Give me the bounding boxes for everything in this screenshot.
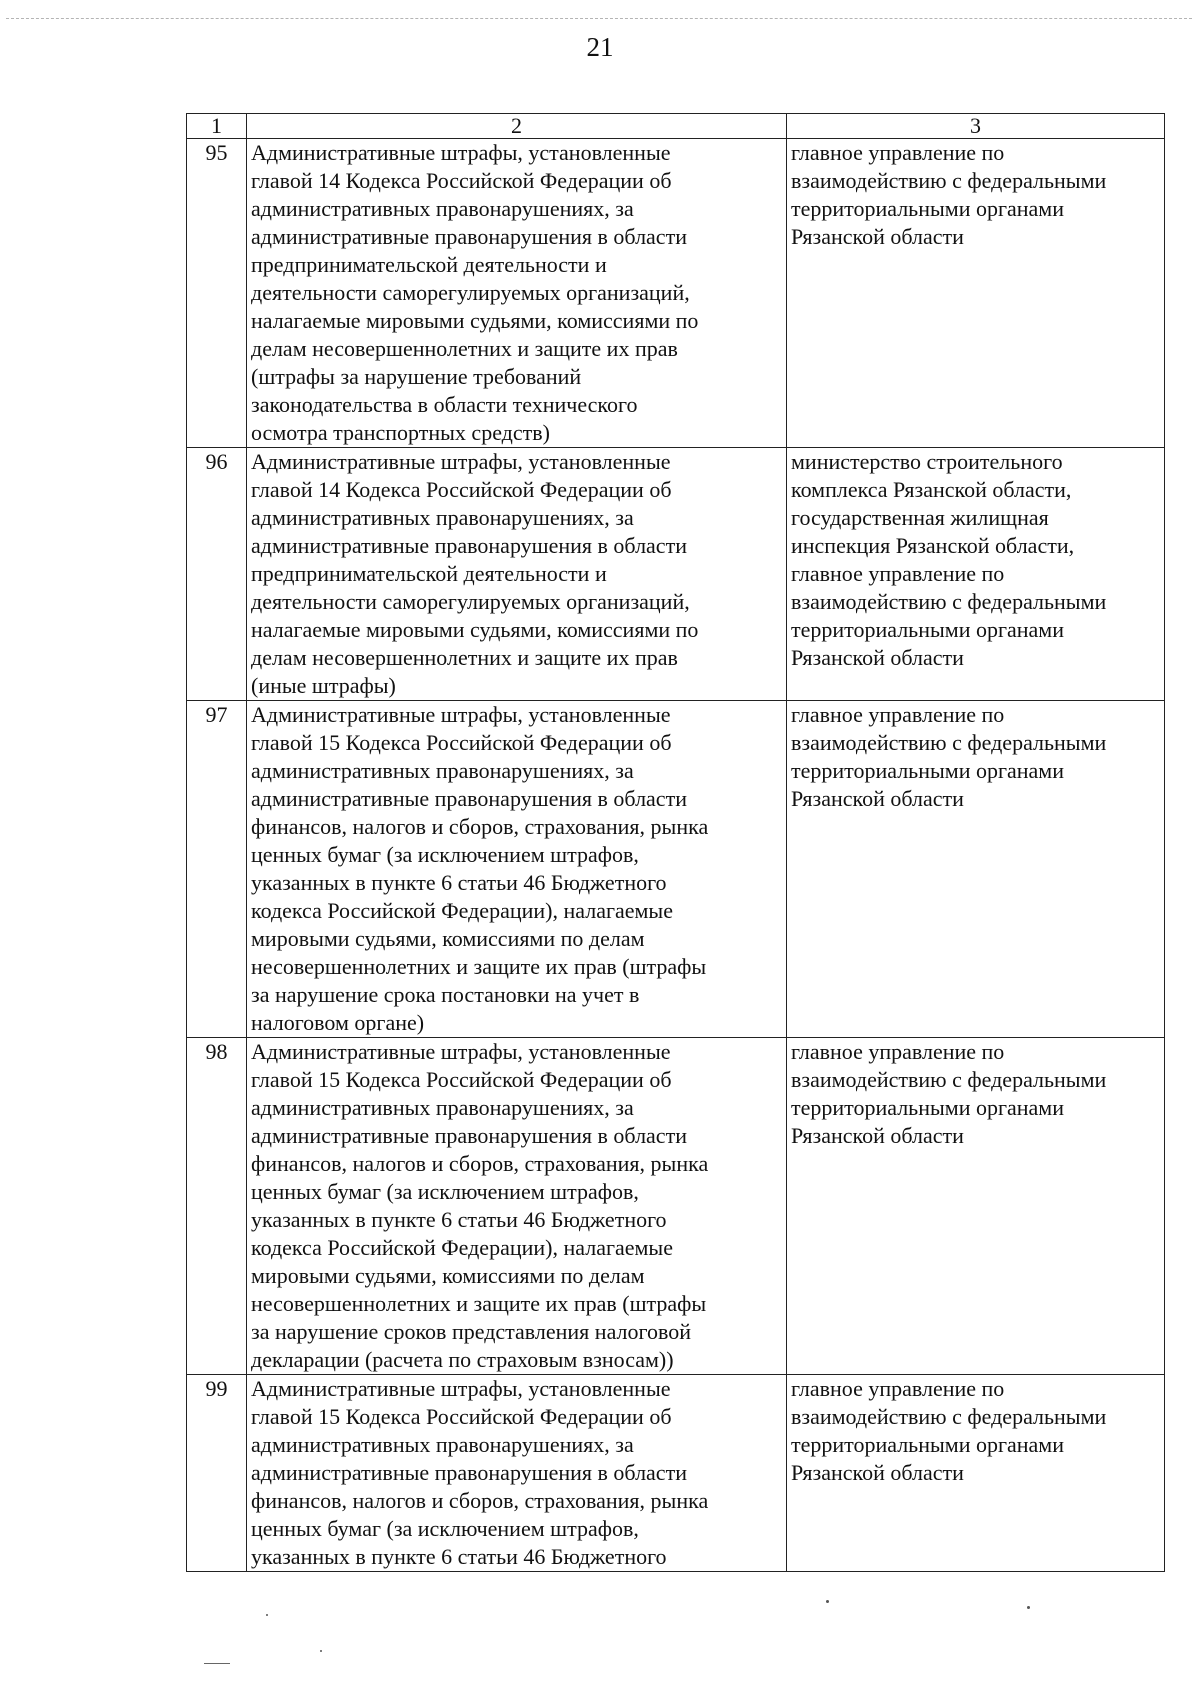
row-number: 99 xyxy=(187,1375,247,1572)
row-description-text: Административные штрафы, установленные главой 14 Кодекса Российской Федерации об административных правонарушениях, за административные правонарушения в области предпринимательской деятельности и деятельности саморегулируемых организаций, налагаемые мировыми судьями, комиссиями по делам несовершеннолетних и защите их прав (штрафы за нарушение требований законодательства в области технического осмотра транспортных средств) xyxy=(251,140,699,445)
row-description xyxy=(247,701,787,1038)
row-authority xyxy=(787,448,1165,701)
row-authority-text: министерство строительного комплекса Рязанской области, государственная жилищная инспекция Рязанской области, главное управление по взаимодействию с федеральными территориальными органами Рязанской области xyxy=(791,449,1107,670)
row-authority-text: главное управление по взаимодействию с федеральными территориальными органами Рязанской области xyxy=(791,702,1107,811)
table-row xyxy=(187,1375,1165,1572)
row-description xyxy=(247,1038,787,1375)
scan-speck xyxy=(320,1650,322,1652)
row-number: 95 xyxy=(187,139,247,448)
table-row xyxy=(187,139,1165,448)
scan-speck xyxy=(1027,1606,1030,1609)
table-row xyxy=(187,701,1165,1038)
row-description-text: Административные штрафы, установленные главой 14 Кодекса Российской Федерации об административных правонарушениях, за административные правонарушения в области предпринимательской деятельности и деятельности саморегулируемых организаций, налагаемые мировыми судьями, комиссиями по делам несовершеннолетних и защите их прав (иные штрафы) xyxy=(251,449,699,698)
row-number: 96 xyxy=(187,448,247,701)
row-description-text: Административные штрафы, установленные главой 15 Кодекса Российской Федерации об административных правонарушениях, за административные правонарушения в области финансов, налогов и сборов, страхования, рынка ценных бумаг (за исключением штрафов, указанных в пункте 6 статьи 46 Бюджетного кодекса Российской Федерации), налагаемые мировыми судьями, комиссиями по делам несовершеннолетних и защите их прав (штрафы за нарушение сроков представления налоговой декларации (расчета по страховым взносам)) xyxy=(251,1039,709,1372)
column-header-description: 2 xyxy=(247,114,787,139)
row-authority xyxy=(787,701,1165,1038)
scan-dash-mark xyxy=(204,1663,230,1664)
column-header-authority: 3 xyxy=(787,114,1165,139)
row-authority-text: главное управление по взаимодействию с федеральными территориальными органами Рязанской области xyxy=(791,140,1107,249)
row-description xyxy=(247,448,787,701)
row-description-text: Административные штрафы, установленные главой 15 Кодекса Российской Федерации об административных правонарушениях, за административные правонарушения в области финансов, налогов и сборов, страхования, рынка ценных бумаг (за исключением штрафов, указанных в пункте 6 статьи 46 Бюджетного кодекса Российской Федерации), налагаемые мировыми судьями, комиссиями по делам несовершеннолетних и защите их прав (штрафы за нарушение срока постановки на учет в налоговом органе) xyxy=(251,702,709,1035)
row-description xyxy=(247,139,787,448)
row-number: 98 xyxy=(187,1038,247,1375)
row-description xyxy=(247,1375,787,1572)
table-row xyxy=(187,448,1165,701)
scan-speck xyxy=(266,1614,268,1616)
row-number: 97 xyxy=(187,701,247,1038)
row-description-text: Административные штрафы, установленные главой 15 Кодекса Российской Федерации об административных правонарушениях, за административные правонарушения в области финансов, налогов и сборов, страхования, рынка ценных бумаг (за исключением штрафов, указанных в пункте 6 статьи 46 Бюджетного xyxy=(251,1376,709,1569)
scan-speck xyxy=(826,1600,829,1603)
row-authority xyxy=(787,1038,1165,1375)
table-header-row xyxy=(187,114,1165,139)
row-authority xyxy=(787,1375,1165,1572)
row-authority-text: главное управление по взаимодействию с федеральными территориальными органами Рязанской области xyxy=(791,1376,1107,1485)
table-row xyxy=(187,1038,1165,1375)
column-header-number: 1 xyxy=(187,114,247,139)
row-authority xyxy=(787,139,1165,448)
row-authority-text: главное управление по взаимодействию с федеральными территориальными органами Рязанской области xyxy=(791,1039,1107,1148)
scan-edge-line xyxy=(6,18,1192,19)
page-number: 21 xyxy=(586,32,614,62)
document-table xyxy=(186,113,1165,1572)
